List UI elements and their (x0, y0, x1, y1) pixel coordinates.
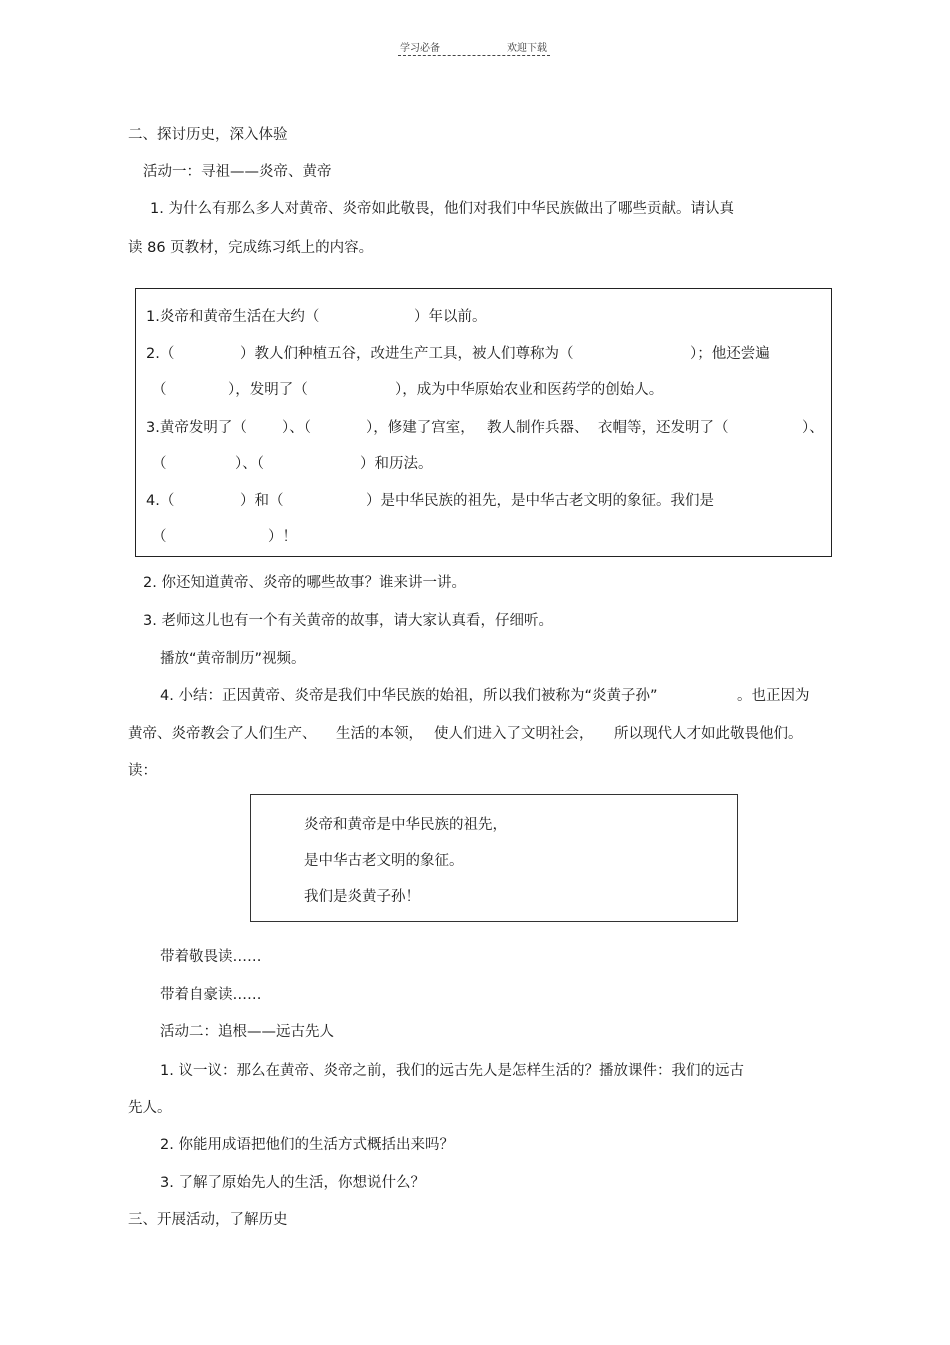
activity2-q3: 3. 了解了原始先人的生活，你想说什么？ (160, 1175, 425, 1191)
read-label: 读： (128, 763, 157, 779)
read-proud: 带着自豪读…… (160, 987, 262, 1003)
worksheet-line6-a: 4.（ (146, 493, 175, 509)
activity1-q2: 2. 你还知道黄帝、炎帝的哪些故事？谁来讲一讲。 (143, 575, 466, 591)
worksheet-line4-f: ）、 (802, 420, 824, 436)
header-divider (398, 55, 550, 56)
activity2-q2: 2. 你能用成语把他们的生活方式概括出来吗？ (160, 1137, 454, 1153)
worksheet-line4-e: 衣帽等，还发明了（ (598, 420, 729, 436)
worksheet-line4-c: ），修建了宫室， (366, 420, 475, 436)
poem-line-1: 炎帝和黄帝是中华民族的祖先， (304, 817, 507, 833)
worksheet-line7-a: （ (152, 529, 167, 545)
activity1-q3: 3. 老师这儿也有一个有关黄帝的故事，请大家认真看，仔细听。 (143, 613, 553, 629)
worksheet-line3-c: ），成为中华原始农业和医药学的创始人。 (395, 382, 664, 398)
poem-line-3: 我们是炎黄子孙！ (304, 889, 420, 905)
worksheet-line5-b: ）、（ (235, 456, 264, 472)
worksheet-line6-b: ）和（ (240, 493, 284, 509)
worksheet-line2-c: ）；他还尝遍 (690, 346, 770, 362)
activity2-q1-line2: 先人。 (128, 1100, 172, 1116)
worksheet-line7-b: ）！ (268, 529, 297, 545)
activity2-title: 活动二：追根——远古先人 (160, 1024, 334, 1040)
section3-heading: 三、开展活动，了解历史 (128, 1212, 288, 1228)
worksheet-line1-a: 1.炎帝和黄帝生活在大约（ (146, 309, 320, 325)
worksheet-line5-c: ）和历法。 (360, 456, 433, 472)
activity2-q1-line1: 1. 议一议：那么在黄帝、炎帝之前，我们的远古先人是怎样生活的？播放课件：我们的远古 (160, 1063, 744, 1079)
worksheet-line2-b: ）教人们种植五谷，改进生产工具，被人们尊称为（ (240, 346, 574, 362)
worksheet-line3-b: ），发明了（ (228, 382, 308, 398)
activity1-q4-line2-c: 使人们进入了文明社会， (434, 726, 594, 742)
activity1-q1-line2: 读 86 页教材，完成练习纸上的内容。 (128, 240, 374, 256)
activity1-q1-line1: 1. 为什么有那么多人对黄帝、炎帝如此敬畏，他们对我们中华民族做出了哪些贡献。请认真 (150, 201, 734, 217)
section2-heading: 二、探讨历史，深入体验 (128, 127, 288, 143)
activity1-q4-line1-a: 4. 小结：正因黄帝、炎帝是我们中华民族的始祖，所以我们被称为“炎黄子孙” (160, 688, 658, 704)
worksheet-line6-c: ）是中华民族的祖先，是中华古老文明的象征。我们是 (366, 493, 714, 509)
worksheet-line1-b: ）年以前。 (414, 309, 487, 325)
worksheet-line5-a: （ (152, 456, 167, 472)
worksheet-line2-a: 2.（ (146, 346, 175, 362)
worksheet-line4-d: 教人制作兵器、 (487, 420, 589, 436)
worksheet-line4-b: ）、（ (282, 420, 311, 436)
activity1-q4-line2-a: 黄帝、炎帝教会了人们生产、 (128, 726, 317, 742)
worksheet-line3-a: （ (152, 382, 167, 398)
read-reverent: 带着敬畏读…… (160, 949, 262, 965)
activity1-q4-line1-b: 。也正因为 (737, 688, 810, 704)
header-right-text: 欢迎下载 (507, 43, 547, 54)
activity1-title: 活动一：寻祖——炎帝、黄帝 (143, 164, 332, 180)
header-left-text: 学习必备 (400, 43, 440, 54)
worksheet-line4-a: 3.黄帝发明了（ (146, 420, 247, 436)
poem-line-2: 是中华古老文明的象征。 (304, 853, 464, 869)
activity1-play-video: 播放“黄帝制历”视频。 (160, 651, 306, 667)
activity1-q4-line2-d: 所以现代人才如此敬畏他们。 (614, 726, 803, 742)
activity1-q4-line2-b: 生活的本领， (336, 726, 423, 742)
